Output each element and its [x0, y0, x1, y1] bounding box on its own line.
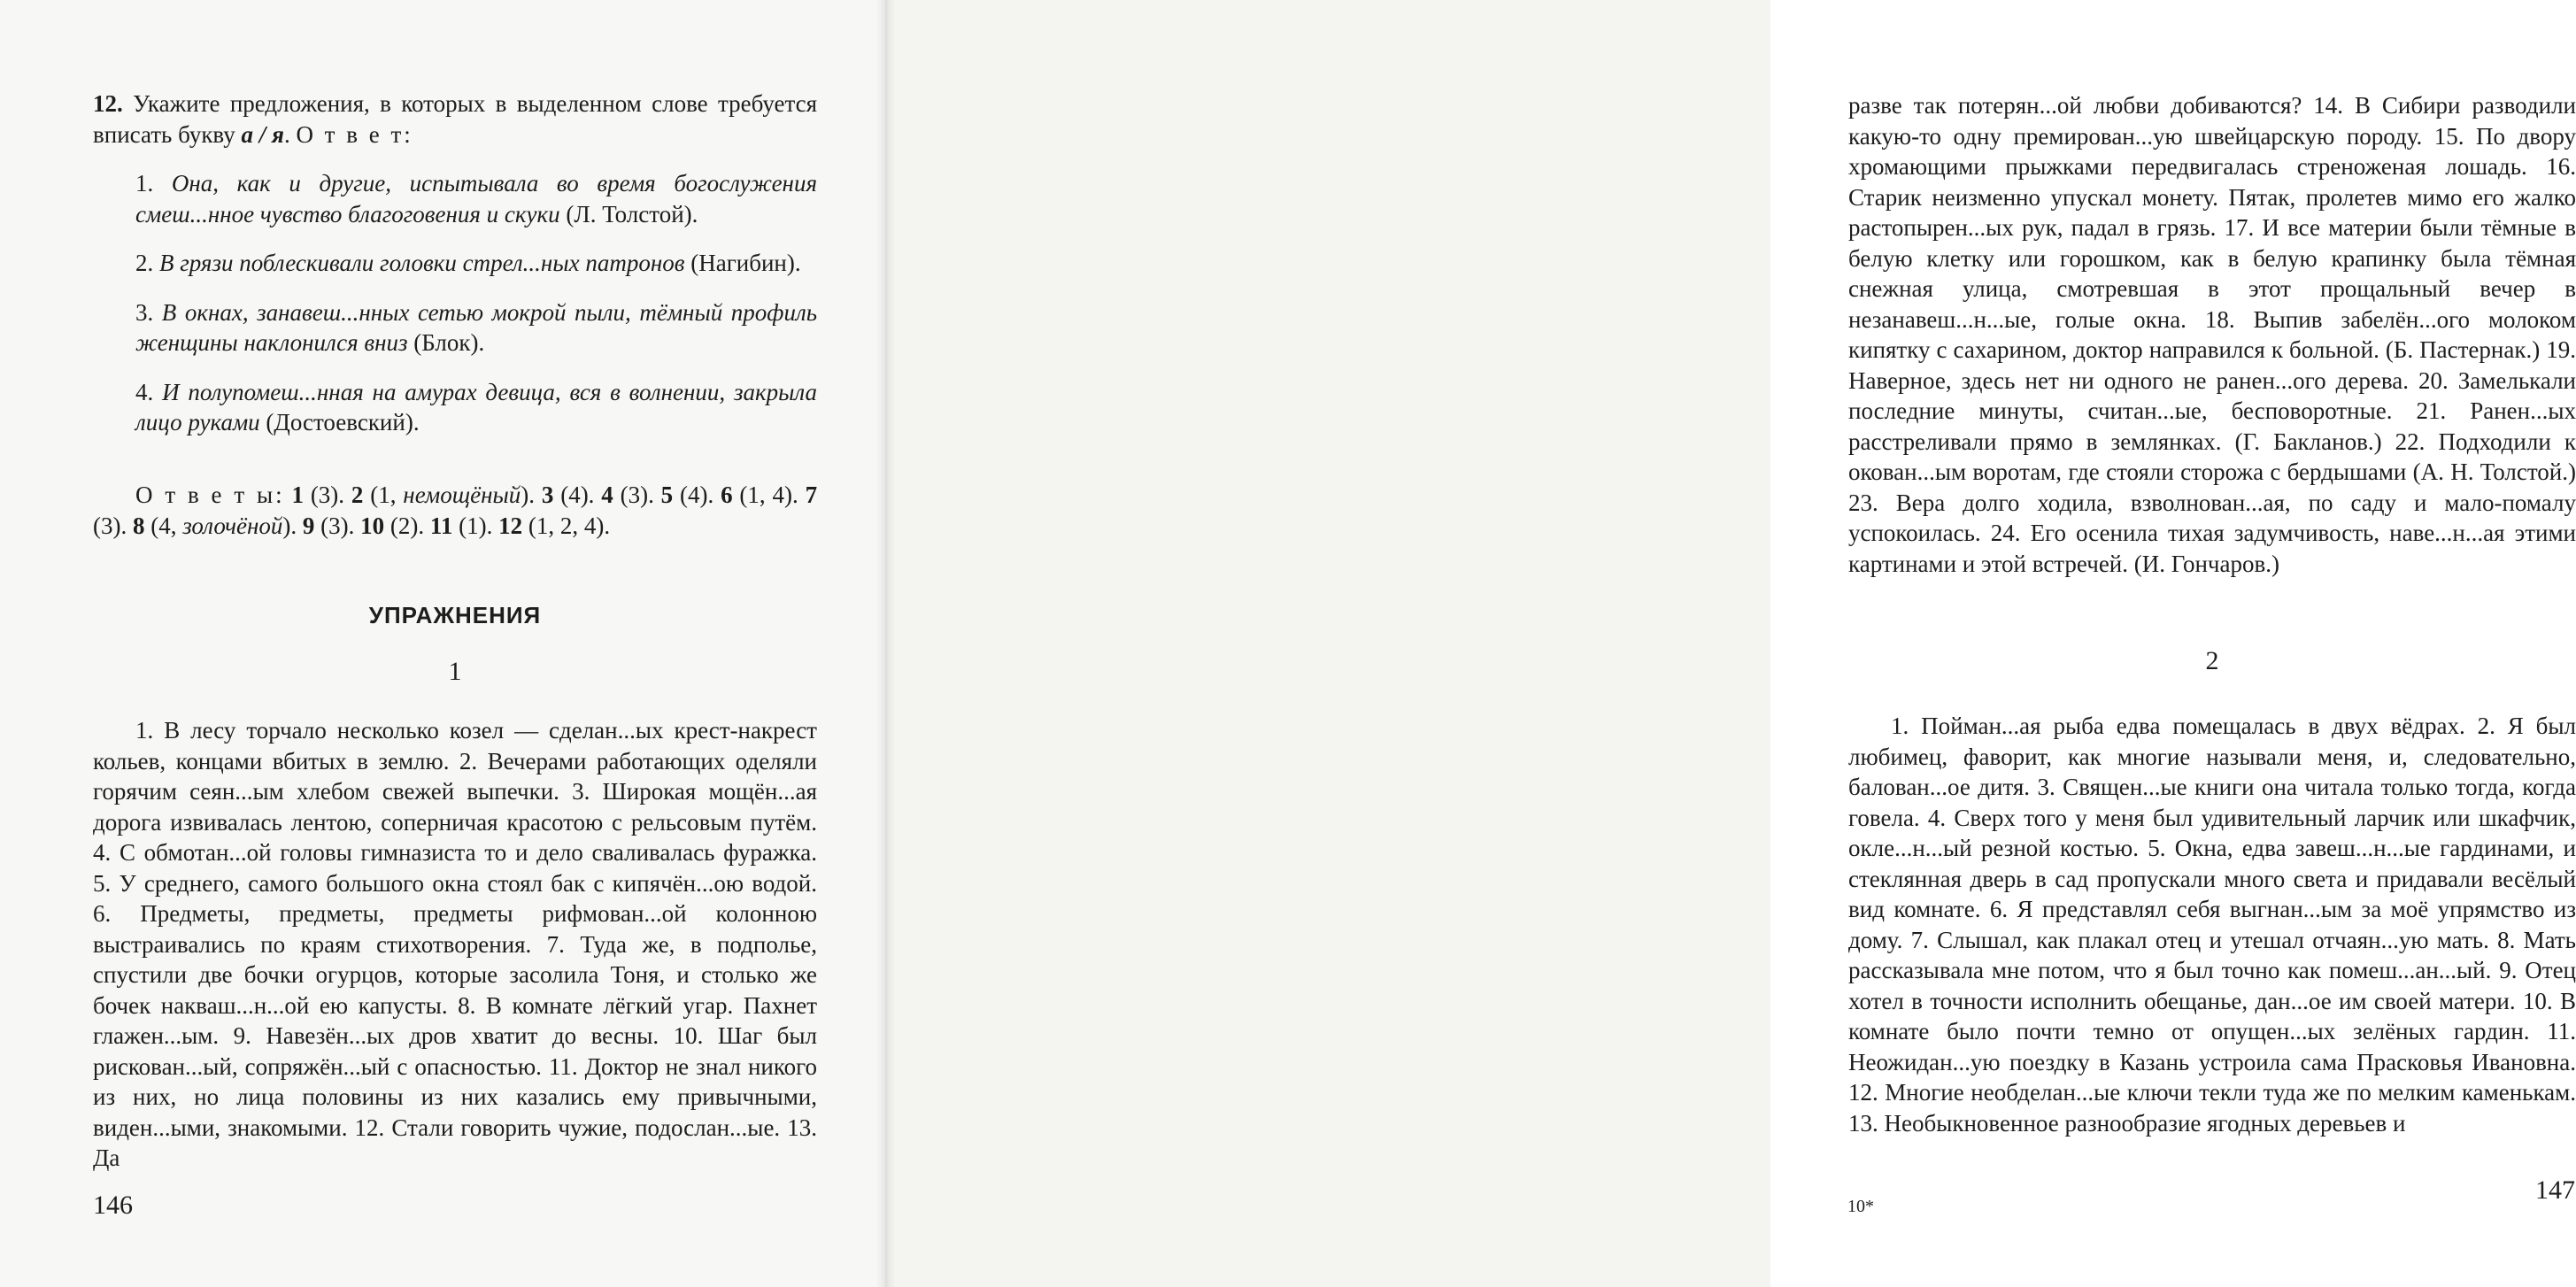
option-number: 3.: [135, 298, 154, 326]
exercise-1: [93, 715, 817, 1174]
left-page: [0, 0, 885, 1287]
option-source: (Достоевский).: [266, 409, 420, 435]
answer-value: (3).: [310, 482, 345, 508]
option-text: Она, как и другие, испытывала во время богослужения смеш...нное чувство благоговения и скуки: [135, 170, 818, 227]
exercise-2-text: 1. Пойман...ая рыба едва помещалась в двух вёдрах. 2. Я был любимец, фаворит, как многие называли меня, и, следовательно, балован...ое дитя. 3. Священ...ые книги она читала только тогда, когда говела. 4. Сверх того у меня был удивительный ларчик или шкафчик, окле...н...ый резной костью. 5. Окна, едва завеш...н...ые гардинами, и стеклянная дверь в сад пропускали много света и придавали весёлый вид комнате. 6. Я представлял себя выгнан...ым за моё упрямство из дому. 7. Слышал, как плакал отец и утешал отчаян...ую мать. 8. Мать рассказывала мне потом, что я был точно как помеш...ан...ый. 9. Отец хотел в точности исполнить обещанье, дан...ое им своей матери. 10. В комнате было почти темно от опущен...ых зелёных гардин. 11. Неожидан...ую поездку в Казань устроила сама Прасковья Ивановна. 12. Многие необделан...ые ключи текли туда же по мелким каменькам. 13. Необыкновенное разнообразие ягодных деревьев и: [1848, 713, 2576, 1137]
answer-value: (2).: [389, 512, 425, 539]
answer-item: [291, 482, 344, 508]
option-text: В окнах, занавеш...нных сетью мокрой пыли, тёмный профиль женщины наклонился вниз: [135, 298, 818, 356]
answer-value-end: ).: [521, 482, 536, 508]
answer-number: 12: [492, 512, 528, 539]
continuation-text: разве так потерян...ой любви добиваются? 14. В Сибири разводили какую-то одну премирован...ую швейцарскую породу. 15. По двору хромающими прыжками передвигалась стреноженая лошадь. 16. Старик неизменно упускал монету. Пятак, пролетев мимо его жалко растопырен...ых рук, падал в грязь. 17. И все материи были тёмные в белую клетку или горошком, как в белую крапинку была тёмная снежная улица, смотревшая в этот прощальный вечер в незанавеш...н...ые, голые окна. 18. Выпив забелён...ого молоком кипятку с сахарином, доктор направился к больной. (Б. Пастернак.) 19. Наверное, здесь нет ни одного не ранен...ого дерева. 20. Замелькали последние минуты, считан...ые, бесповоротные. 21. Ранен...ых расстреливали прямо в землянках. (Г. Бакланов.) 22. Подходили к окован...ым воротам, где стояли сторожа с бердышами (А. Н. Толстой.) 23. Вера долго ходила, взволнован...ая, по саду и мало-помалу успокоилась. 24. Его осенила тихая задумчивость, наве...н...ая этими картинами и этой встречей. (И. Гончаров.): [1848, 92, 2576, 577]
answer-item: [354, 512, 424, 539]
answer-number: 9: [297, 512, 321, 539]
signature-mark: 10*: [1847, 1197, 1874, 1216]
option-source: (Блок).: [413, 329, 485, 356]
question-prompt-text: Укажите предложения, в которых в выделенном слове требуется вписать букву: [93, 90, 818, 148]
section-heading: УПРАЖНЕНИЯ: [368, 602, 542, 628]
answer-number: 2: [344, 482, 371, 508]
answer-item: [127, 512, 297, 539]
option-1: [93, 168, 817, 229]
option-3: [93, 297, 817, 358]
answer-number: 11: [424, 512, 459, 539]
answer-number: 7: [798, 482, 818, 508]
answer-item: [654, 482, 713, 508]
answer-number: 6: [713, 482, 740, 508]
answer-item: [424, 512, 492, 539]
answer-value: (3).: [93, 512, 127, 539]
question-12: [93, 89, 817, 438]
answer-value: (4).: [560, 482, 595, 508]
option-4: [93, 377, 817, 438]
answer-item: [535, 482, 594, 508]
option-2: [93, 248, 817, 279]
option-text: В грязи поблескивали головки стрел...ных патронов: [159, 250, 685, 276]
answer-label: О т в е т:: [296, 120, 413, 148]
answer-value: (4).: [680, 482, 714, 508]
answer-item: [713, 482, 798, 508]
option-source: (Л. Толстой).: [566, 200, 698, 227]
answer-item: [594, 482, 653, 508]
answer-word: немощёный: [403, 482, 521, 508]
option-number: 4.: [135, 378, 154, 405]
answer-number: 4: [594, 482, 621, 508]
answer-item: [344, 482, 535, 508]
answers-block: [93, 480, 817, 541]
question-12-prompt: 12. Укажите предложения, в которых в выделенном слове требуется вписать букву а / я. О т в е т:: [93, 90, 818, 148]
question-number: 12.: [93, 90, 123, 117]
book-gutter-shadow: [876, 0, 896, 1287]
exercise-1-text: 1. В лесу торчало несколько козел — сделан...ых крест-накрест кольев, концами вбитых в землю. 2. Вечерами работающих оделяли горячим сеян...ым хлебом свежей выпечки. 3. Широкая мощён...ая дорога извивалась лентою, соперничая красотою с рельсовым путём. 4. С обмотан...ой головы гимназиста то и дело сваливалась фуражка. 5. У среднего, самого большого окна стоял бак с кипячён...ою водой. 6. Предметы, предметы, предметы рифмован...ой колонною выстраивались по краям стихотворения. 7. Туда же, в подполье, спустили две бочки огурцов, которые засолила Тоня, и столько же бочек накваш...н...ой ею капусты. 8. В комнате лёгкий угар. Пахнет глажен...ым. 9. Навезён...ых дров хватит до весны. 10. Шаг был рискован...ый, сопряжён...ый с опасностью. 11. Доктор не знал никого из них, но лица половины из них казались ему привычными, виден...ыми, знакомыми. 12. Стали говорить чужие, подослан...ые. 13. Да: [93, 717, 817, 1171]
answer-value: (3).: [320, 512, 355, 539]
answers-label: О т в е т ы:: [135, 482, 285, 508]
option-number: 2.: [135, 250, 154, 276]
answer-number: 10: [354, 512, 390, 539]
exercise-2: [1848, 711, 2576, 1138]
answer-item: [492, 512, 610, 539]
exercise-1-number: 1: [448, 657, 462, 686]
option-number: 1.: [135, 170, 154, 197]
answers-line: [93, 480, 817, 541]
answer-number: 5: [653, 482, 681, 508]
answer-value: (1, 4).: [739, 482, 798, 508]
answer-word: золочёной: [182, 512, 283, 539]
answer-value: (4,: [150, 512, 183, 539]
right-page: [885, 0, 2576, 1287]
answer-value: (1,: [370, 482, 404, 508]
answer-number: 3: [535, 482, 561, 508]
option-source: (Нагибин).: [690, 250, 801, 276]
option-text: И полупомеш...нная на амурах девица, вся в волнении, закрыла лицо руками: [135, 378, 818, 435]
exercise-1-continuation: [1848, 90, 2576, 579]
answer-number: 8: [127, 512, 151, 539]
exercise-2-number: 2: [2205, 646, 2219, 675]
answer-item: [297, 512, 354, 539]
question-letters: а / я: [241, 120, 284, 148]
answer-value: (1, 2, 4).: [528, 512, 611, 539]
page-number-left: 146: [93, 1191, 133, 1220]
answer-value-end: ).: [282, 512, 297, 539]
answer-number: 1: [291, 482, 311, 508]
page-number-right: 147: [2535, 1175, 2575, 1205]
answer-value: (3).: [620, 482, 654, 508]
answer-value: (1).: [459, 512, 493, 539]
